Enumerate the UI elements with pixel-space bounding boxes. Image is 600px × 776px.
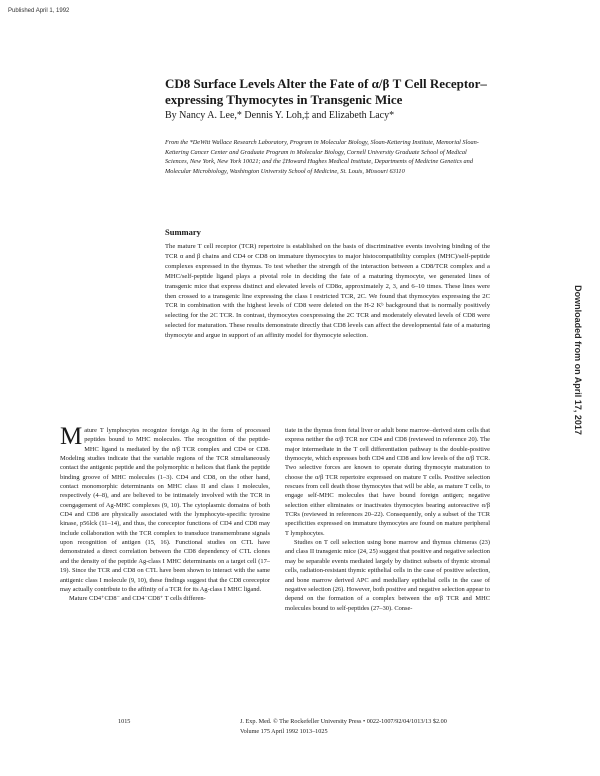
- author-list: By Nancy A. Lee,* Dennis Y. Loh,‡ and Elizabeth Lacy*: [165, 110, 395, 121]
- summary-heading: Summary: [165, 227, 201, 237]
- affiliation: From the *DeWitt Wallace Research Laboratory, Program in Molecular Biology, Sloan-Kettering Institute, Memorial Sloan-Kettering Cancer Center and Graduate Program in Molecular Biology, Cornell University Graduate School of Medical Sciences, New York, New York 10021; and the ‡Howard Hughes Medical Institute, Departments of Medicine Genetics and Molecular Microbiology, Washington University School of Medicine, St. Louis, Missouri 63110: [165, 139, 479, 175]
- journal-citation: J. Exp. Med. © The Rockefeller University Press • 0022-1007/92/04/1013/13 $2.00: [240, 718, 447, 725]
- right-paragraph-2: Studies on T cell selection using bone marrow and thymus chimeras (23) and class II transgenic mice (24, 25) suggest that positive and negative selection may be separable events mediated largely by distinct subsets of thymic stromal cells, radiation-resistant thymic epithelial cells in the case of positive selection, and bone marrow derived APC and medullary epithelial cells in the case of negative selection (26). However, both positive and negative selection appear to depend on the formation of a complex between the α/β TCR and MHC molecules bound to self-peptides (27–30). Conse-: [285, 539, 490, 612]
- intro-paragraph-1-text: ature T lymphocytes recognize foreign Ag in the form of processed peptides bound to MHC molecules. The recognition of the peptide-MHC ligand is mediated by the α/β TCR complex and CD4 or CD8. Modeling studies indicate that the variable regions of the TCR simultaneously contact the antigenic peptide and the polymorphic α helices that flank the peptide binding groove of MHC molecules (1–3). CD4 and CD8, on the other hand, contact monomorphic determinants on MHC class II and class I molecules, respectively (4–8), and are believed to be intimately involved with the TCR in coengagement of Ag-MHC complexes (9, 10). The cytoplasmic domains of both CD4 and CD8 are physically associated with the lymphocyte-specific tyrosine kinase, p56lck (11–14), and thus, the coreceptor functions of CD4 and CD8 may include collaboration with the TCR complex to transduce transmembrane signals upon recognition of antigen (15, 16). Functional studies on CTL have demonstrated a direct correlation between the CD8 dependency of CTL clones and the density of the peptide Ag-class I MHC determinants on a target cell (17–19). Since the TCR and CD8 on CTL have been shown to interact with the same antigenic class I molecule (9, 10), these findings suggest that the CD8 coreceptor may actually contribute to the affinity of a TCR for its Ag-class I MHC ligand.: [60, 427, 270, 593]
- volume-info: Volume 175 April 1992 1013–1025: [240, 728, 328, 735]
- body-column-right: [285, 426, 490, 613]
- drop-cap: M: [60, 423, 83, 450]
- published-date: Published April 1, 1992: [8, 8, 70, 14]
- right-paragraph-1: tiate in the thymus from fetal liver or adult bone marrow–derived stem cells that express neither the α/β TCR nor CD4 and CD8 (reviewed in reference 20). The major intermediate in the T cell differentiation pathway is the double-positive thymocyte, which expresses both CD4 and CD8 and low levels of the α/β TCR. Two selective forces are known to operate during thymocyte maturation to choose the α/β TCR repertoire expressed on mature T cells. Positive selection rescues from cell death those thymocytes that will be able, as mature T cells, to engage self-MHC molecules that have bound foreign antigen; negative selection either eliminates or inactivates thymocytes bearing autoreactive α/β TCRs (reviewed in references 20–22). Consequently, only a subset of the TCR specificities expressed on immature thymocytes are found on mature peripheral T lymphocytes.: [285, 427, 490, 537]
- article-title: CD8 Surface Levels Alter the Fate of α/β T Cell Receptor–expressing Thymocytes in Transgenic Mice: [165, 76, 487, 107]
- intro-paragraph-2: Mature CD4⁺CD8⁻ and CD4⁻CD8⁺ T cells differen-: [69, 595, 206, 603]
- summary-text: The mature T cell receptor (TCR) repertoire is established on the basis of discriminative events involving binding of the TCR α and β chains and CD4 or CD8 on immature thymocytes to major histocompatibility complex (MHC)/self-peptide complexes expressed in the thymus. To test whether the strength of the interaction between a CD8/TCR complex and a MHC/self-peptide ligand plays a pivotal role in deciding the fate of a maturing thymocyte, we generated lines of transgenic mice that express distinct and elevated levels of CD8α, approximately 2, 3, and 6–10 times. These lines were then crossed to a transgenic line expressing the class I restricted TCR, 2C. We found that thymocytes expressing the 2C TCR in combination with the highest levels of CD8 were deleted on the H-2 Kᵇ background that is normally positively selecting for the 2C TCR. In contrast, thymocytes coexpressing the 2C TCR and moderately elevated levels of CD8 were selected for maturation. These results demonstrate directly that CD8 levels can affect the developmental fate of a maturing thymocyte and argue in support of an affinity model for thymocyte selection.: [165, 243, 490, 340]
- download-sidebar[interactable]: [573, 285, 583, 435]
- intro-paragraph-1: [60, 423, 270, 594]
- page-number: 1015: [118, 718, 131, 725]
- body-column-left: [60, 423, 270, 604]
- download-link[interactable]: Downloaded from on April 17, 2017: [573, 285, 583, 435]
